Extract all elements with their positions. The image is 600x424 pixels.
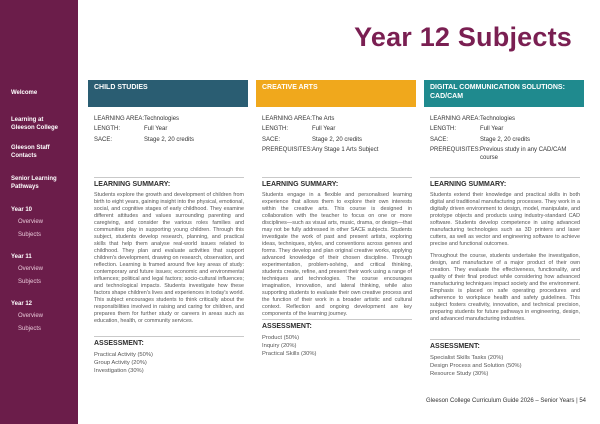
meta-value-learning-area: The Arts — [312, 115, 335, 122]
divider — [94, 177, 244, 178]
assessment-list — [262, 334, 316, 358]
meta-value-length: Full Year — [312, 126, 336, 132]
subject-header: DIGITAL COMMUNICATION SOLUTIONS: CAD/CAM — [424, 80, 584, 107]
learning-summary-text — [430, 192, 580, 328]
meta-value-learning-area: Technologies — [480, 115, 516, 122]
meta-value-sace: Stage 2, 20 credits — [144, 136, 195, 143]
assessment-item: Practical Activity (50%) — [94, 352, 153, 358]
meta-value-length: Full Year — [480, 126, 504, 132]
meta-label: LENGTH: — [430, 126, 457, 132]
sidebar-item-welcome[interactable]: Welcome — [11, 90, 38, 96]
meta-label: SACE: — [262, 136, 281, 143]
summary-paragraph: Students engage in a flexible and personalised learning experience that allows them to explore their own interests within the creative arts. This course is designed in collaboration with the teacher to focus on one or more disciplines—such as visual arts, music, drama, or design—that may not be fully addressed in other SACE subjects. Students investigate the work of past and present artists, exploring ideas, techniques, styles, and conventions across genres and forms. They develop and plan original creative works, applying advanced knowledge of their chosen discipline. Through experimentation, problem-solving, and critical thinking, students create, refine, and present their work using a range of techniques and technologies. The course encourages imagination, innovation, and lateral thinking, while also supporting students to evaluate their own creative process and the function of their work in a broader artistic and cultural context. Reflection and ongoing development are key components of the learning journey. — [262, 192, 412, 317]
assessment-heading: ASSESSMENT: — [94, 340, 144, 347]
divider — [430, 339, 580, 340]
assessment-item: Practical Skills (30%) — [262, 351, 317, 357]
meta-value-sace: Stage 2, 20 credits — [480, 136, 531, 143]
assessment-heading: ASSESSMENT: — [430, 343, 480, 350]
sidebar-item-year-11-overview[interactable]: Overview — [18, 266, 44, 272]
assessment-item: Resource Study (30%) — [430, 371, 489, 377]
page-footer: Gleeson College Curriculum Guide 2026 – Senior Years | 54 — [426, 398, 586, 404]
meta-value-sace: Stage 2, 20 credits — [312, 136, 363, 143]
divider — [262, 177, 412, 178]
meta-label: LEARNING AREA: — [94, 115, 145, 122]
meta-label: LENGTH: — [262, 126, 289, 132]
assessment-list — [430, 354, 522, 378]
subject-header: CHILD STUDIES — [88, 80, 248, 107]
meta-label: LEARNING AREA: — [262, 115, 313, 122]
assessment-item: Specialist Skills Tasks (20%) — [430, 355, 504, 361]
summary-paragraph: Students explore the growth and development of children from birth to eight years, gaining insight into the physical, emotional, social, and cognitive stages of early childhood. They examine different attitudes and values surrounding parenting and caregiving, and consider the various roles families and communities play in supporting young children. Through this subject, students develop research, planning, and practical skills that help them analyse real-world issues related to childhood. They plan and evaluate activities that support children's development, drawing on research, observation, and reflection. Learning is framed around five key areas of study: contemporary and future issues; economic and environmental influences; political and legal factors; socio-cultural influences; and technological impacts. Students investigate how these factors shape children's lives and experiences in today's world. This subject encourages students to think critically about the responsibilities involved in raising and caring for children, and prepares them for further study or careers in areas such as education, health, or community services. — [94, 192, 244, 324]
sidebar-item-year-11-subjects[interactable]: Subjects — [18, 279, 42, 285]
meta-label: SACE: — [94, 136, 113, 143]
summary-paragraph: Students extend their knowledge and practical skills in both digital and traditional manufacturing processes. They work in a digitally driven environment to design, model, manipulate, and prototype objects and products using industry-standard CAD software. Students develop competence in using advanced manufacturing technologies such as 3D printers and laser cutters, as well as vector and engineering software to achieve precise and functional outcomes. — [430, 192, 580, 247]
assessment-heading: ASSESSMENT: — [262, 323, 312, 330]
subject-column-digital-communication — [424, 80, 584, 380]
sidebar-item-learning-at-gleeson[interactable]: Learning at Gleeson College — [11, 117, 59, 131]
assessment-item: Product (50%) — [262, 335, 300, 341]
sidebar-item-staff-contacts[interactable]: Gleeson Staff Contacts — [11, 145, 50, 159]
sidebar-item-year-10-overview[interactable]: Overview — [18, 219, 44, 225]
meta-label: PREREQUISITES: — [430, 147, 481, 153]
assessment-item: Investigation (30%) — [94, 368, 144, 374]
sidebar-item-year-12-overview[interactable]: Overview — [18, 313, 44, 319]
sidebar-item-year-12[interactable]: Year 12 — [11, 301, 33, 307]
assessment-item: Group Activity (20%) — [94, 360, 147, 366]
meta-value-prerequisites: Previous study in any CAD/CAM course — [480, 147, 567, 161]
meta-label: PREREQUISITES: — [262, 147, 313, 153]
divider — [262, 319, 412, 320]
subject-column-creative-arts — [256, 80, 416, 380]
meta-value-learning-area: Technologies — [144, 115, 180, 122]
divider — [94, 336, 244, 337]
subject-meta — [256, 107, 416, 156]
meta-label: LEARNING AREA: — [430, 115, 481, 122]
assessment-item: Design Process and Solution (50%) — [430, 363, 522, 369]
sidebar-item-year-10[interactable]: Year 10 — [11, 207, 33, 213]
subject-meta — [88, 107, 248, 146]
meta-label: SACE: — [430, 136, 449, 143]
meta-value-length: Full Year — [144, 126, 168, 132]
subject-meta — [424, 107, 584, 164]
learning-summary-text — [262, 192, 412, 323]
meta-value-prerequisites: Any Stage 1 Arts Subject — [312, 147, 379, 153]
learning-summary-heading: LEARNING SUMMARY: — [430, 181, 507, 188]
summary-paragraph: Throughout the course, students undertake the investigation, design, and manufacture of a major product of their own creation. They evaluate the effectiveness, functionality, and quality of their final product while considering how advanced manufacturing techniques impact society and the environment. Emphasis is placed on safe operating procedures and adherence to workplace health and safety guidelines. This subject fosters creativity, innovation, and technical precision, preparing students for future pathways in engineering, design, and advanced manufacturing industries. — [430, 253, 580, 322]
sidebar-item-senior-pathways[interactable]: Senior Learning Pathways — [11, 176, 57, 190]
meta-label: LENGTH: — [94, 126, 121, 132]
sidebar — [0, 0, 78, 424]
subject-column-child-studies — [88, 80, 248, 380]
learning-summary-text — [94, 192, 244, 330]
sidebar-item-year-11[interactable]: Year 11 — [11, 254, 32, 260]
assessment-list — [94, 351, 153, 375]
sidebar-item-year-10-subjects[interactable]: Subjects — [18, 232, 42, 238]
sidebar-item-year-12-subjects[interactable]: Subjects — [18, 326, 42, 332]
subject-header: CREATIVE ARTS — [256, 80, 416, 107]
page-title: Year 12 Subjects — [354, 22, 572, 52]
assessment-item: Inquiry (20%) — [262, 343, 297, 349]
divider — [430, 177, 580, 178]
learning-summary-heading: LEARNING SUMMARY: — [94, 181, 171, 188]
learning-summary-heading: LEARNING SUMMARY: — [262, 181, 339, 188]
